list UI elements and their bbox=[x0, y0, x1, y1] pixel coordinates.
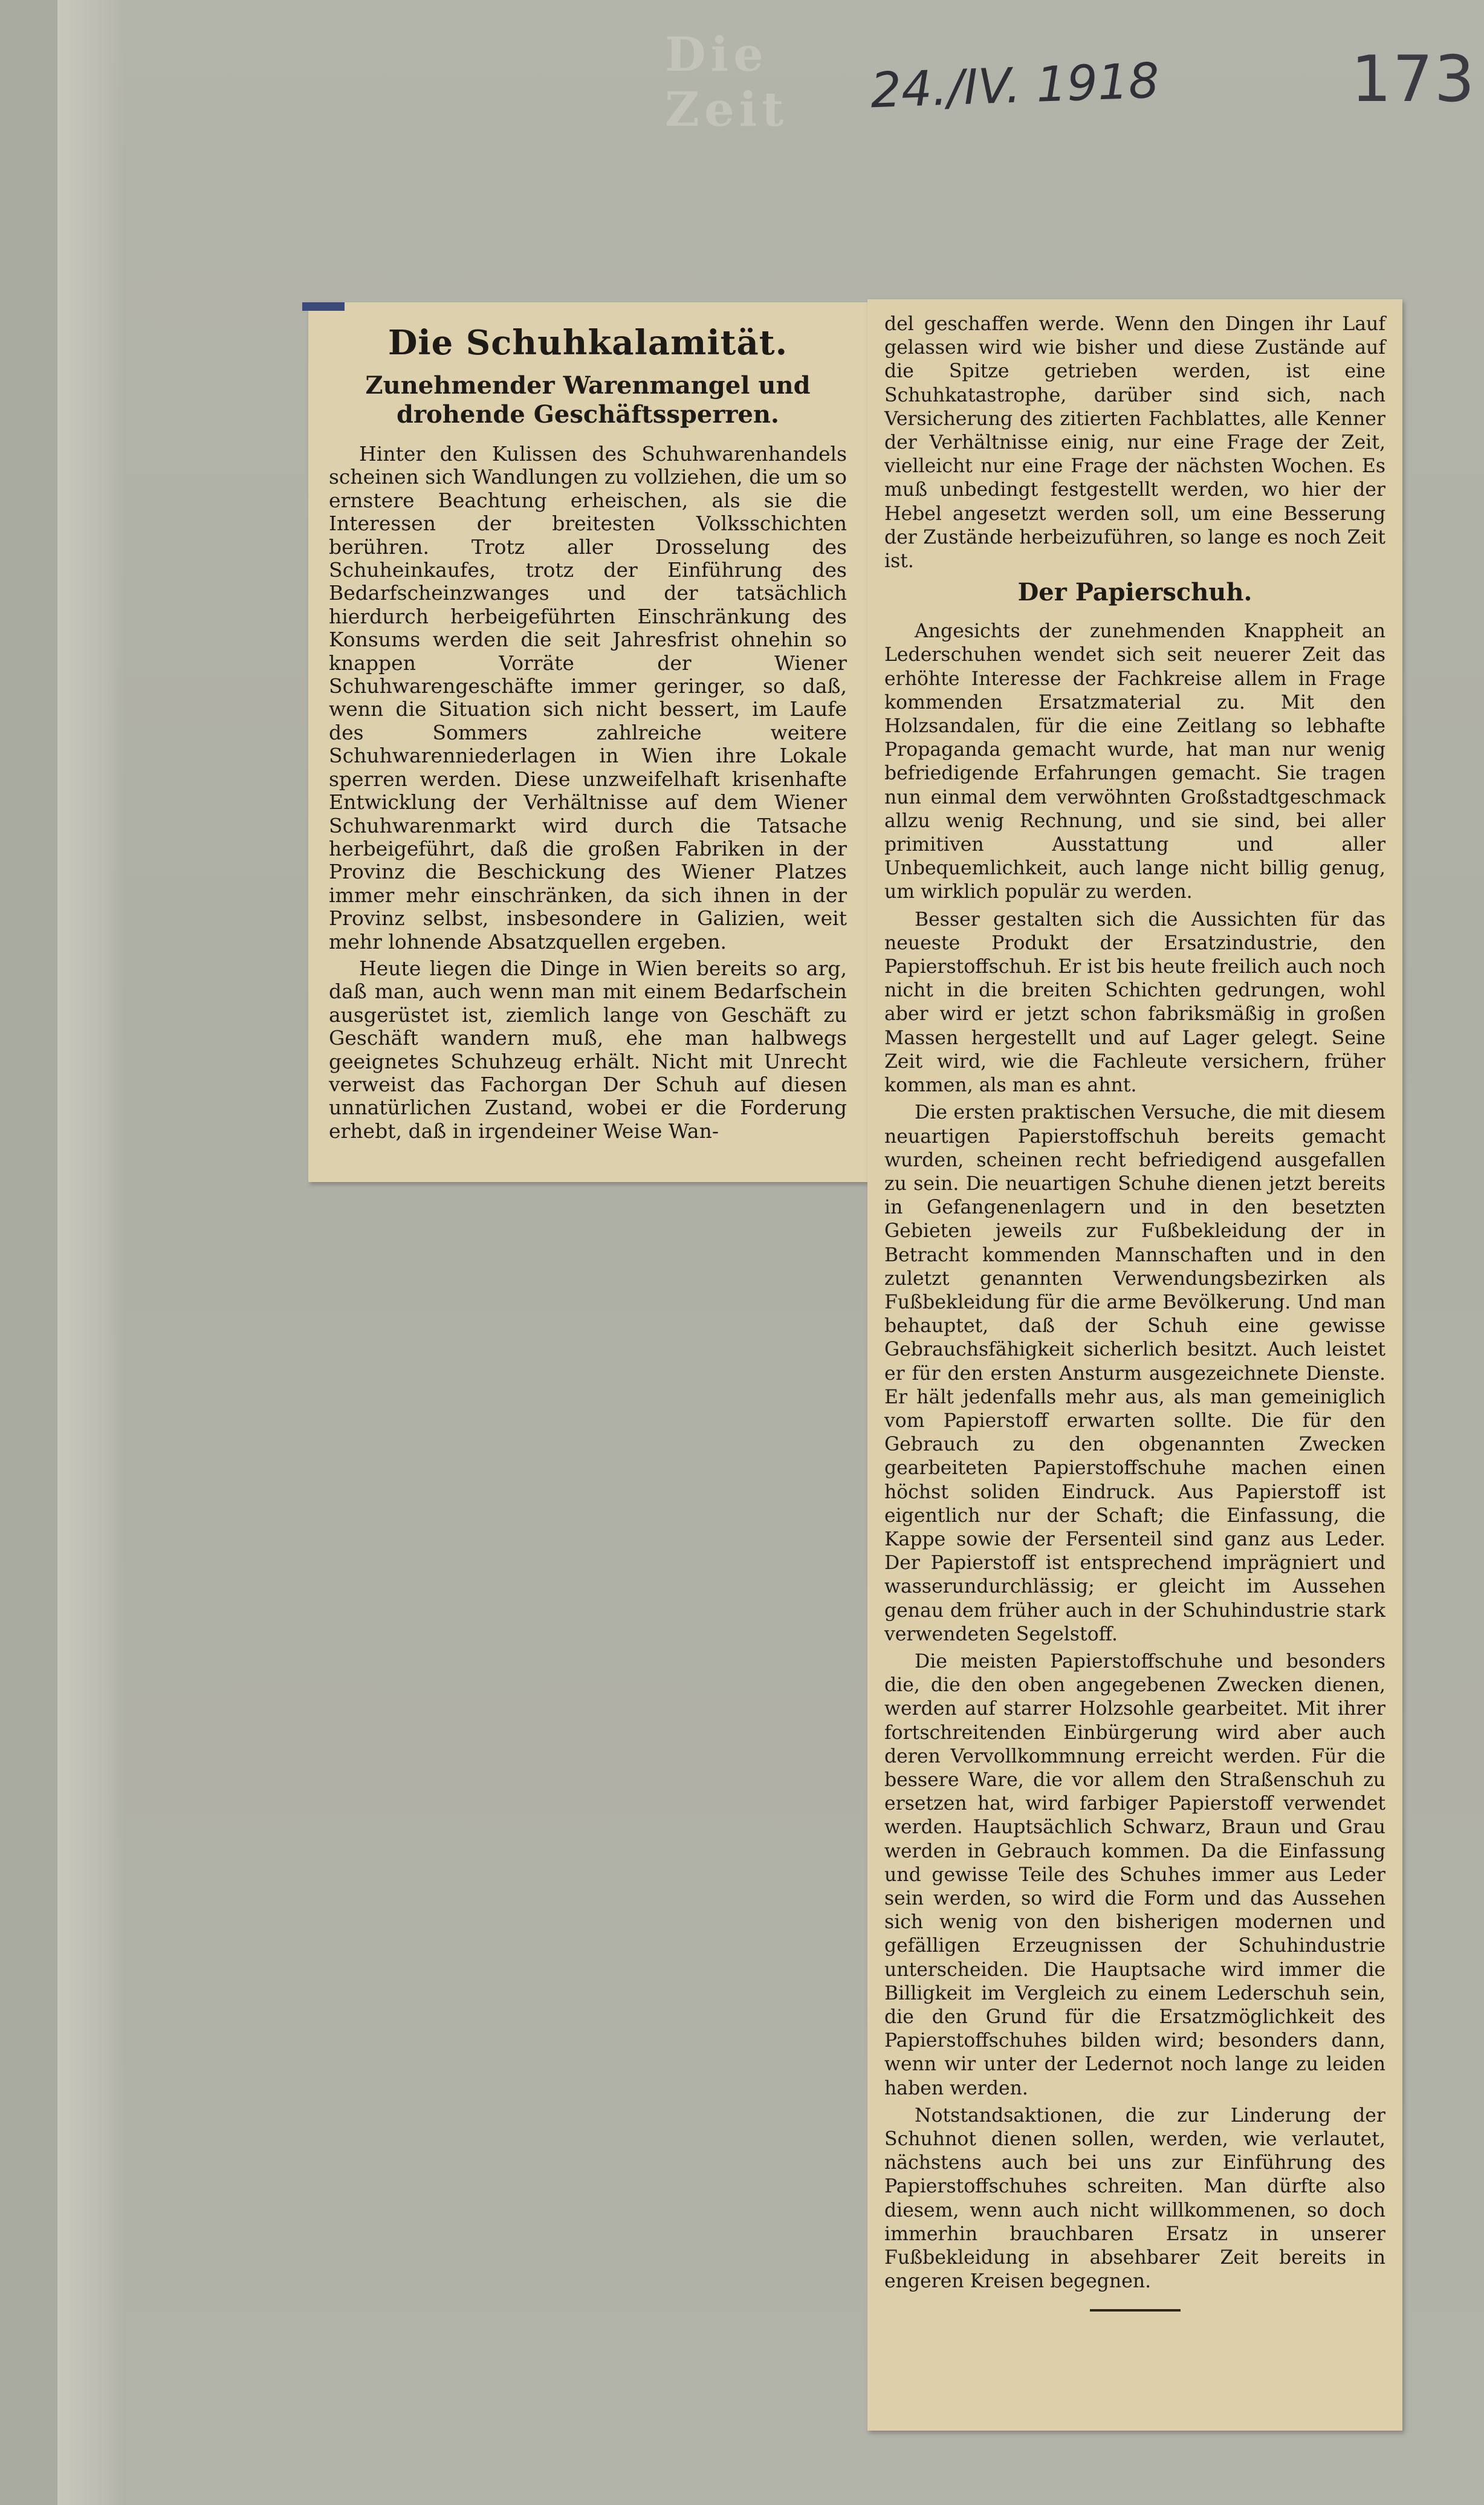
paragraph: del geschaffen werde. Wenn den Dingen ihr Lauf gelassen wird wie bisher und diese Zustände auf die Spitze getrieben werden, ist eine Schuhkatastrophe, darüber sind sich, nach Versicherung des zitierten Fachblattes, alle Kenner der Verhältnisse einig, nur eine Frage der Zeit, vielleicht nur eine Frage der nächsten Wochen. Es muß unbedingt festgestellt werden, wo hier der Hebel angesetzt werden soll, um eine Besserung der Zustände herbeizuführen, so lange es noch Zeit ist. bbox=[884, 313, 1385, 573]
newspaper-stamp: Die Zeit bbox=[665, 27, 789, 137]
paragraph: Hinter den Kulissen des Schuhwarenhandels scheinen sich Wandlungen zu vollziehen, die um so ernstere Beachtung erheischen, als sie die Interessen der breitesten Volksschichten berühren. Trotz aller Drosselung des Schuheinkaufes, trotz der Einführung des Bedarfscheinzwanges und der tatsächlich hierdurch herbeigeführten Einschränkung des Konsums werden die seit Jahresfrist ohnehin so knappen Vorräte der Wiener Schuhwarengeschäfte immer geringer, so daß, wenn die Situation sich nicht bessert, im Laufe des Sommers zahlreiche weitere Schuhwarenniederlagen in Wien ihre Lokale sperren werden. Diese unzweifelhaft krisenhafte Entwicklung der Verhältnisse auf dem Wiener Schuhwarenmarkt wird durch die Tatsache herbeigeführt, daß die großen Fabriken in der Provinz die Beschickung des Wiener Platzes immer mehr einschränken, da sich ihnen in der Provinz selbst, insbesondere in Galizien, weit mehr lohnende Absatzquellen ergeben. bbox=[329, 442, 847, 954]
article-headline: Die Schuhkalamität. bbox=[387, 323, 788, 363]
paragraph: Notstandsaktionen, die zur Linderung der Schuhnot dienen sollen, werden, wie verlautet, nächstens auch bei uns zur Einführung des Papierstoffschuhes schreiten. Man dürfte also diesem, wenn auch nicht willkommenen, so doch immerhin brauchbaren Ersatz in unserer Fußbekleidung in absehbarer Zeit bereits in engeren Kreisen begegnen. bbox=[884, 2104, 1385, 2293]
handwritten-date: 24./IV. 1918 bbox=[869, 52, 1161, 119]
paragraph: Besser gestalten sich die Aussichten für das neueste Produkt der Ersatzindustrie, den Papierstoffschuh. Er ist bis heute freilich auch noch nicht in die breiten Schichten gedrungen, wohl aber wird er jetzt schon fabriksmäßig in großen Massen hergestellt und auf Lager gelegt. Seine Zeit wird, wie die Fachleute versichern, früher kommen, als man es ahnt. bbox=[884, 908, 1385, 1097]
clipping-column-1 bbox=[308, 302, 867, 1182]
article-subhead: Zunehmender Warenmangel und drohende Geschäftssperren. bbox=[365, 371, 811, 429]
paragraph: Die ersten praktischen Versuche, die mit diesem neuartigen Papierstoffschuh bereits gemacht wurden, scheinen recht befriedigend ausgefallen zu sein. Die neuartigen Schuhe dienen jetzt bereits in Gefangenenlagern und in den besetzten Gebieten jeweils zur Fußbekleidung der in Betracht kommenden Mannschaften und in den zuletzt genannten Verwendungsbezirken als Fußbekleidung für die arme Bevölkerung. Und man behauptet, daß der Schuh eine gewisse Gebrauchsfähigkeit sicherlich besitzt. Auch leistet er für den ersten Ansturm ausgezeichnete Dienste. Er hält jedenfalls mehr aus, als man gemeiniglich vom Papierstoff erwarten sollte. Die für den Gebrauch zu den obgenannten Zwecken gearbeiteten Papierstoffschuhe machen einen höchst soliden Eindruck. Aus Papierstoff ist eigentlich nur der Schaft; die Einfassung, die Kappe sowie der Fersenteil sind ganz aus Leder. Der Papierstoff ist entsprechend imprägniert und wasserundurchlässig; er gleicht im Aussehen genau dem früher auch in der Schuhindustrie stark verwendeten Segelstoff. bbox=[884, 1102, 1385, 1645]
paragraph: Die meisten Papierstoffschuhe und besonders die, die den oben angegebenen Zwecken dienen, werden auf starrer Holzsohle gearbeitet. Mit ihrer fortschreitenden Einbürgerung wird aber auch deren Vervollkommnung erreicht werden. Für die bessere Ware, die vor allem den Straßenschuh zu ersetzen hat, wird farbiger Papierstoff verwendet werden. Hauptsächlich Schwarz, Braun und Grau werden in Gebrauch kommen. Da die Einfassung und gewisse Teile des Schuhes immer aus Leder sein werden, so wird die Form und das Aussehen sich wenig von den bisherigen modernen und gefälligen Erzeugnissen der Schuhindustrie unterscheiden. Die Hauptsache wird immer die Billigkeit im Vergleich zu einem Lederschuh sein, die den Grund für die Ersatzmöglichkeit des Papierstoffschuhes bilden wird; besonders dann, wenn wir unter der Ledernot noch lange zu leiden haben werden. bbox=[884, 1650, 1385, 2099]
section-heading: Der Papierschuh. bbox=[1017, 578, 1252, 607]
page-number: 173 bbox=[1351, 42, 1476, 116]
paragraph: Heute liegen die Dinge in Wien bereits so arg, daß man, auch wenn man mit einem Bedarfschein ausgerüstet ist, ziemlich lange von Geschäft zu Geschäft wandern muß, ehe man halbwegs geeignetes Schuhzeug erhält. Nicht mit Unrecht verweist das Fachorgan Der Schuh auf diesen unnatürlichen Zustand, wobei er die Forderung erhebt, daß in irgendeiner Weise Wan- bbox=[329, 956, 847, 1143]
paragraph: Angesichts der zunehmenden Knappheit an Lederschuhen wendet sich seit neuerer Zeit das erhöhte Interesse der Fachkreise allem in Frage kommenden Ersatzmaterial zu. Mit den Holzsandalen, für die eine Zeitlang so lebhafte Propaganda gemacht wurde, hat man nur wenig befriedigende Erfahrungen gemacht. Sie tragen nun einmal dem verwöhnten Großstadtgeschmack allzu wenig Rechnung, und sie sind, bei aller primitiven Ausstattung und aller Unbequemlichkeit, auch lange nicht billig genug, um wirklich populär zu werden. bbox=[884, 620, 1385, 903]
sheet-edge bbox=[57, 0, 124, 2505]
pen-mark bbox=[302, 302, 345, 311]
end-rule bbox=[1090, 2309, 1181, 2312]
clipping-column-2 bbox=[867, 299, 1402, 2431]
